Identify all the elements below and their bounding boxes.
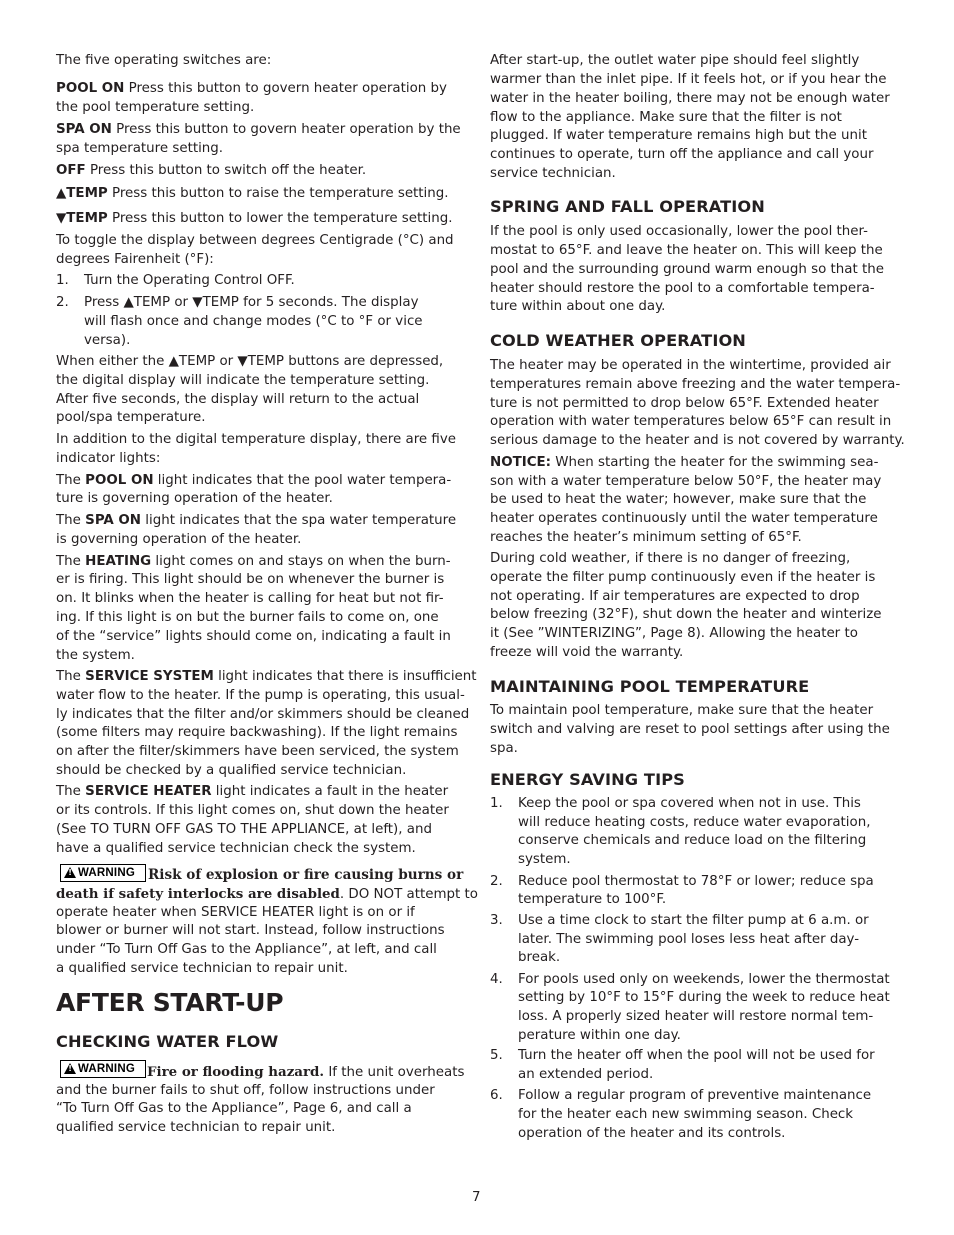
notice-text: NOTICE: When starting the heater for the swimming sea- bbox=[490, 455, 879, 470]
heating-light-desc-line: er is firing. This light should be on whenever the burner is bbox=[56, 572, 445, 587]
cold-weather-text-line: ture is not permitted to drop below 65°F. Extended heater bbox=[490, 396, 879, 411]
exclamation-icon: ! bbox=[68, 1064, 72, 1073]
tip-3-number: 3. bbox=[490, 913, 503, 928]
spa-on-light-desc: The SPA ON light indicates that the spa water temperature bbox=[56, 513, 457, 528]
cold-weather-heading: COLD WEATHER OPERATION bbox=[490, 331, 746, 350]
temp-up-switch-desc: ▲TEMP Press this button to raise the temperature setting. bbox=[56, 186, 449, 201]
spring-fall-text-line: pool and the surrounding ground warm enough so that the bbox=[490, 262, 884, 277]
service-system-light-desc: The SERVICE SYSTEM light indicates that there is insufficient bbox=[56, 669, 477, 684]
tip-4-number: 4. bbox=[490, 972, 503, 987]
checking-water-flow-heading: CHECKING WATER FLOW bbox=[56, 1032, 279, 1051]
tip-6-text-line: for the heater each new swimming season. Check bbox=[518, 1107, 854, 1122]
heating-light-desc: The HEATING light comes on and stays on when the burn- bbox=[56, 554, 451, 569]
page-number: 7 bbox=[472, 1190, 481, 1205]
tip-1-number: 1. bbox=[490, 796, 503, 811]
service-heater-light-desc-line: or its controls. If this light comes on, shut down the heater bbox=[56, 803, 449, 818]
service-system-light-desc-line: (some filters may require backwashing). If the light remains bbox=[56, 725, 458, 740]
tip-5-text: Turn the heater off when the pool will not be used for bbox=[518, 1048, 875, 1063]
warning-1-bold-text: Risk of explosion or fire causing burns or bbox=[148, 867, 464, 883]
off-switch-desc: OFF Press this button to switch off the heater. bbox=[56, 163, 367, 178]
temp-down-switch-desc: ▼TEMP Press this button to lower the temperature setting. bbox=[56, 211, 453, 226]
warning-1-text-line: operate heater when SERVICE HEATER light is on or if bbox=[56, 905, 415, 920]
maintaining-text: To maintain pool temperature, make sure that the heater bbox=[490, 703, 874, 718]
warning-label-1 bbox=[60, 864, 146, 882]
cold-weather-text-line: temperatures remain above freezing and the water tempera- bbox=[490, 377, 901, 392]
warning-1-text: death if safety interlocks are disabled. DO NOT attempt to bbox=[56, 886, 478, 902]
notice-text-line: reaches the heater’s minimum setting of 65°F. bbox=[490, 530, 802, 545]
step-2-text-line: versa). bbox=[84, 333, 131, 348]
warning-label-2 bbox=[60, 1060, 146, 1078]
service-heater-light-desc-line: have a qualified service technician check the system. bbox=[56, 841, 416, 856]
after-start-up-heading: AFTER START-UP bbox=[56, 988, 284, 1017]
tip-4-text-line: setting by 10°F to 15°F during the week to reduce heat bbox=[518, 990, 890, 1005]
addition-text-line: indicator lights: bbox=[56, 451, 161, 466]
after-start-up-text-line: flow to the appliance. Make sure that the filter is not bbox=[490, 110, 842, 125]
addition-text: In addition to the digital temperature display, there are five bbox=[56, 432, 457, 447]
tip-6-text: Follow a regular program of preventive maintenance bbox=[518, 1088, 872, 1103]
cold-weather-text: The heater may be operated in the wintertime, provided air bbox=[490, 358, 891, 373]
during-cold-text: During cold weather, if there is no danger of freezing, bbox=[490, 551, 851, 566]
during-cold-text-line: not operating. If air temperatures are expected to drop bbox=[490, 589, 860, 604]
tip-4-text-line: loss. A properly sized heater will restore normal tem- bbox=[518, 1009, 874, 1024]
service-heater-light-desc: The SERVICE HEATER light indicates a fault in the heater bbox=[56, 784, 449, 799]
tip-3-text-line: later. The swimming pool loses less heat after day- bbox=[518, 932, 860, 947]
either-text-line: After five seconds, the display will return to the actual bbox=[56, 392, 420, 407]
maintaining-text-line: spa. bbox=[490, 741, 518, 756]
spring-fall-text-line: mostat to 65°F. and leave the heater on. This will keep the bbox=[490, 243, 883, 258]
warning-2-text-line: and the burner fails to shut off, follow instructions under bbox=[56, 1083, 435, 1098]
step-2-number: 2. bbox=[56, 295, 69, 310]
after-start-up-text-line: water in the heater boiling, there may not be enough water bbox=[490, 91, 890, 106]
after-start-up-text-line: warmer than the inlet pipe. If it feels hot, or if you hear the bbox=[490, 72, 887, 87]
tip-1-text-line: system. bbox=[518, 852, 571, 867]
warning-1-text-line: under “To Turn Off Gas to the Appliance”, at left, and call bbox=[56, 942, 437, 957]
tip-4-text: For pools used only on weekends, lower the thermostat bbox=[518, 972, 890, 987]
tip-1-text: Keep the pool or spa covered when not in use. This bbox=[518, 796, 861, 811]
spring-fall-text-line: heater should restore the pool to a comfortable tempera- bbox=[490, 281, 875, 296]
step-1-number: 1. bbox=[56, 273, 69, 288]
step-1-text: Turn the Operating Control OFF. bbox=[84, 273, 295, 288]
tip-4-text-line: perature within one day. bbox=[518, 1028, 681, 1043]
tip-1-text-line: will reduce heating costs, reduce water evaporation, bbox=[518, 815, 871, 830]
step-2-text: Press ▲TEMP or ▼TEMP for 5 seconds. The display bbox=[84, 295, 419, 310]
heating-light-desc-line: the system. bbox=[56, 648, 135, 663]
service-system-light-desc-line: should be checked by a qualified service technician. bbox=[56, 763, 407, 778]
during-cold-text-line: operate the filter pump continuously even if the heater is bbox=[490, 570, 876, 585]
tip-6-number: 6. bbox=[490, 1088, 503, 1103]
service-heater-light-desc-line: (See TO TURN OFF GAS TO THE APPLIANCE, at left), and bbox=[56, 822, 432, 837]
tip-3-text: Use a time clock to start the filter pump at 6 a.m. or bbox=[518, 913, 869, 928]
warning-label-text: WARNING bbox=[78, 1063, 135, 1075]
tip-3-text-line: break. bbox=[518, 950, 561, 965]
spa-on-switch-desc: SPA ON Press this button to govern heater operation by the bbox=[56, 122, 461, 137]
spring-fall-text: If the pool is only used occasionally, lower the pool ther- bbox=[490, 224, 869, 239]
warning-1-text-line: blower or burner will not start. Instead, follow instructions bbox=[56, 923, 445, 938]
cold-weather-text-line: operation with water temperatures below 65°F can result in bbox=[490, 414, 892, 429]
warning-label-text: WARNING bbox=[78, 867, 135, 879]
heating-light-desc-line: of the “service” lights should come on, indicating a fault in bbox=[56, 629, 451, 644]
service-system-light-desc-line: ly indicates that the filter and/or skimmers should be cleaned bbox=[56, 707, 470, 722]
tip-1-text-line: conserve chemicals and reduce load on the filtering bbox=[518, 833, 867, 848]
notice-text-line: heater operates continuously until the water temperature bbox=[490, 511, 878, 526]
intro-text: The five operating switches are: bbox=[56, 53, 272, 68]
after-start-up-text-line: plugged. If water temperature remains high but the unit bbox=[490, 128, 867, 143]
after-start-up-text-line: service technician. bbox=[490, 166, 616, 181]
pool-on-light-desc-line: ture is governing operation of the heater. bbox=[56, 491, 333, 506]
after-start-up-text-line: continues to operate, turn off the appliance and call your bbox=[490, 147, 874, 162]
exclamation-icon: ! bbox=[68, 868, 72, 877]
tip-2-text-line: temperature to 100°F. bbox=[518, 892, 667, 907]
spring-fall-text-line: ture within about one day. bbox=[490, 299, 666, 314]
either-text-line: pool/spa temperature. bbox=[56, 410, 206, 425]
step-2-text-line: will flash once and change modes (°C to °F or vice bbox=[84, 314, 423, 329]
tip-2-text: Reduce pool thermostat to 78°F or lower; reduce spa bbox=[518, 874, 874, 889]
maintaining-text-line: switch and valving are reset to pool settings after using the bbox=[490, 722, 890, 737]
tip-2-number: 2. bbox=[490, 874, 503, 889]
service-system-light-desc-line: water flow to the heater. If the pump is operating, this usual- bbox=[56, 688, 465, 703]
heating-light-desc-line: ing. If this light is on but the burner fails to come on, one bbox=[56, 610, 439, 625]
during-cold-text-line: below freezing (32°F), shut down the heater and winterize bbox=[490, 607, 882, 622]
spa-on-light-desc-line: is governing operation of the heater. bbox=[56, 532, 302, 547]
warning-2-text-line: “To Turn Off Gas to the Appliance”, Page 6, and call a bbox=[56, 1101, 412, 1116]
tip-5-text-line: an extended period. bbox=[518, 1067, 654, 1082]
pool-on-light-desc: The POOL ON light indicates that the pool water tempera- bbox=[56, 473, 452, 488]
notice-text-line: be used to heat the water; however, make sure that the bbox=[490, 492, 867, 507]
spring-fall-heading: SPRING AND FALL OPERATION bbox=[490, 197, 765, 216]
maintaining-pool-temp-heading: MAINTAINING POOL TEMPERATURE bbox=[490, 677, 810, 696]
cold-weather-text-line: serious damage to the heater and is not covered by warranty. bbox=[490, 433, 905, 448]
tip-6-text-line: operation of the heater and its controls. bbox=[518, 1126, 786, 1141]
either-text-line: the digital display will indicate the temperature setting. bbox=[56, 373, 430, 388]
warning-2-text: Fire or flooding hazard. If the unit overheats bbox=[147, 1064, 465, 1080]
during-cold-text-line: it (See ”WINTERIZING”, Page 8). Allowing the heater to bbox=[490, 626, 858, 641]
after-start-up-text: After start-up, the outlet water pipe should feel slightly bbox=[490, 53, 860, 68]
pool-on-switch-desc: POOL ON Press this button to govern heater operation by bbox=[56, 81, 447, 96]
energy-saving-heading: ENERGY SAVING TIPS bbox=[490, 770, 685, 789]
toggle-text: To toggle the display between degrees Centigrade (°C) and bbox=[56, 233, 454, 248]
during-cold-text-line: freeze will void the warranty. bbox=[490, 645, 684, 660]
warning-1-text-line: a qualified service technician to repair unit. bbox=[56, 961, 348, 976]
pool-on-switch-desc-line: the pool temperature setting. bbox=[56, 100, 255, 115]
tip-5-number: 5. bbox=[490, 1048, 503, 1063]
heating-light-desc-line: on. It blinks when the heater is calling for heat but not fir- bbox=[56, 591, 444, 606]
spa-on-switch-desc-line: spa temperature setting. bbox=[56, 141, 224, 156]
either-text: When either the ▲TEMP or ▼TEMP buttons are depressed, bbox=[56, 354, 444, 369]
toggle-text-line: degrees Fairenheit (°F): bbox=[56, 252, 214, 267]
warning-2-text-line: qualified service technician to repair unit. bbox=[56, 1120, 336, 1135]
notice-text-line: son with a water temperature below 50°F, the heater may bbox=[490, 474, 882, 489]
service-system-light-desc-line: on after the filter/skimmers have been serviced, the system bbox=[56, 744, 459, 759]
